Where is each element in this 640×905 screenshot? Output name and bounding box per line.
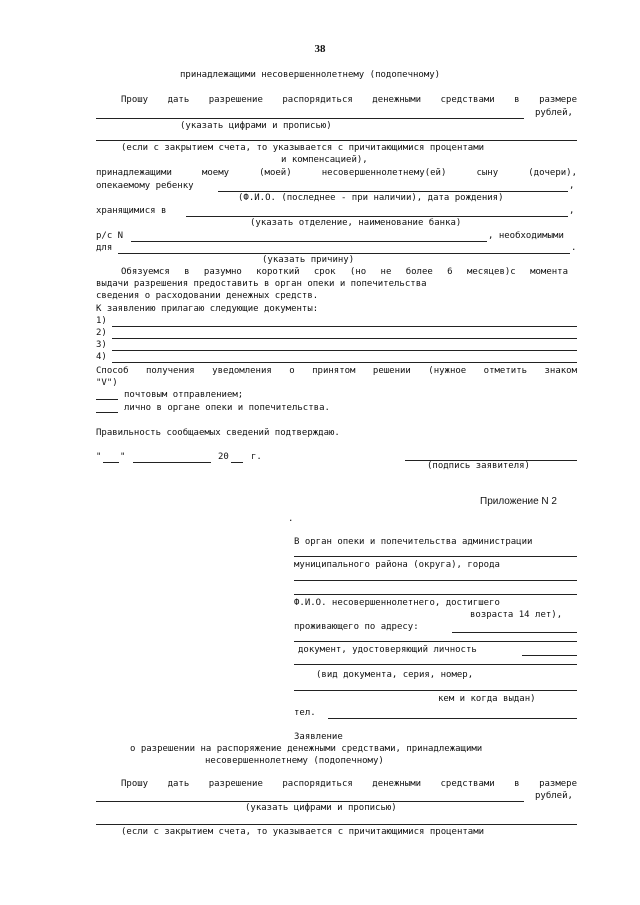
text-line: , необходимыми (488, 231, 564, 241)
blank-line (133, 462, 211, 463)
hint-text: (вид документа, серия, номер, (316, 670, 474, 680)
text-line: для (96, 243, 113, 253)
hint-text: (подпись заявителя) (427, 461, 530, 471)
text-line: возраста 14 лет), (470, 610, 563, 620)
text-line: почтовым отправлением; (124, 390, 244, 400)
blank-line (112, 326, 577, 327)
blank-line (294, 641, 577, 642)
hint-text: (указать цифрами и прописью) (180, 121, 332, 131)
blank-line (452, 632, 577, 633)
text-line: сведения о расходовании денежных средств. (96, 291, 319, 301)
text-line: выдачи разрешения предоставить в орган опеки и попечительства (96, 279, 427, 289)
blank-line (112, 350, 577, 351)
text-line: В орган опеки и попечительства администрации (294, 537, 533, 547)
text-line: принадлежащими моему (моей) несовершеннолетнему(ей) сыну (дочери), (96, 168, 577, 178)
text-line: принадлежащими несовершеннолетнему (подопечному) (180, 70, 441, 80)
date-quote: " (96, 452, 102, 462)
blank-line (186, 216, 568, 217)
text-line: опекаемому ребенку (96, 181, 194, 191)
text-line: Прошу дать разрешение распорядиться денежными средствами в размере (121, 779, 577, 789)
hint-text: (если с закрытием счета, то указывается с причитающимися процентами (121, 143, 485, 153)
date-g: г. (251, 452, 262, 462)
text-line: лично в органе опеки и попечительства. (124, 403, 330, 413)
text-line: Ф.И.О. несовершеннолетнего, достигшего (294, 598, 500, 608)
doc-item-number: 4) (96, 352, 107, 362)
hint-text: (если с закрытием счета, то указывается с причитающимися процентами (121, 827, 485, 837)
blank-line (294, 580, 577, 581)
doc-item-number: 3) (96, 340, 107, 350)
blank-line (103, 462, 119, 463)
text-line: тел. (294, 708, 316, 718)
text-line: проживающего по адресу: (294, 622, 419, 632)
text-line: Прошу дать разрешение распорядиться денежными средствами в размере (121, 95, 577, 105)
page-number: 38 (314, 43, 326, 55)
blank-line (131, 241, 487, 242)
text-line: К заявлению прилагаю следующие документы: (96, 304, 319, 314)
blank-line (118, 253, 570, 254)
blank-line (96, 801, 524, 802)
text-line: Способ получения уведомления о принятом решении (нужное отметить знаком (96, 366, 577, 376)
hint-text: (указать цифрами и прописью) (245, 803, 397, 813)
blank-line (328, 718, 577, 719)
doc-item-number: 1) (96, 316, 107, 326)
text-line: Правильность сообщаемых сведений подтверждаю. (96, 428, 340, 438)
blank-line (294, 690, 577, 691)
blank-line (112, 338, 577, 339)
hint-text: кем и когда выдан) (438, 694, 536, 704)
blank-line (231, 462, 243, 463)
blank-line (294, 556, 577, 557)
form-subtitle: о разрешении на распоряжение денежными средствами, принадлежащими (130, 744, 483, 754)
blank-line (96, 118, 524, 119)
blank-line (522, 655, 577, 656)
text-line: муниципального района (округа), города (294, 560, 500, 570)
appendix-title: Приложение N 2 (480, 496, 557, 507)
text-line: "V") (96, 378, 118, 388)
text-line: документ, удостоверяющий личность (298, 645, 477, 655)
blank-line (112, 362, 577, 363)
text-line: р/с N (96, 231, 124, 241)
text-line: рублей, (535, 791, 573, 801)
checkbox-line (96, 399, 118, 400)
blank-line (294, 664, 577, 665)
form-title: Заявление (294, 732, 343, 742)
hint-text: (указать отделение, наименование банка) (250, 218, 462, 228)
text-line: рублей, (535, 108, 573, 118)
hint-text: (Ф.И.О. (последнее - при наличии), дата рождения) (238, 193, 504, 203)
checkbox-line (96, 412, 118, 413)
hint-text: (указать причину) (262, 255, 355, 265)
blank-line (294, 594, 577, 595)
blank-line (96, 140, 577, 141)
stray-dot: . (288, 514, 294, 524)
blank-line (96, 824, 577, 825)
date-year: 20 (218, 452, 229, 462)
doc-item-number: 2) (96, 328, 107, 338)
date-quote: " (120, 452, 126, 462)
blank-line (218, 191, 568, 192)
text-line: хранящимися в (96, 206, 167, 216)
text-line: Обязуемся в разумно короткий срок (но не более 6 месяцев)с момента (121, 267, 568, 277)
hint-text: и компенсацией), (281, 155, 368, 165)
form-subtitle: несовершеннолетнему (подопечному) (205, 756, 384, 766)
